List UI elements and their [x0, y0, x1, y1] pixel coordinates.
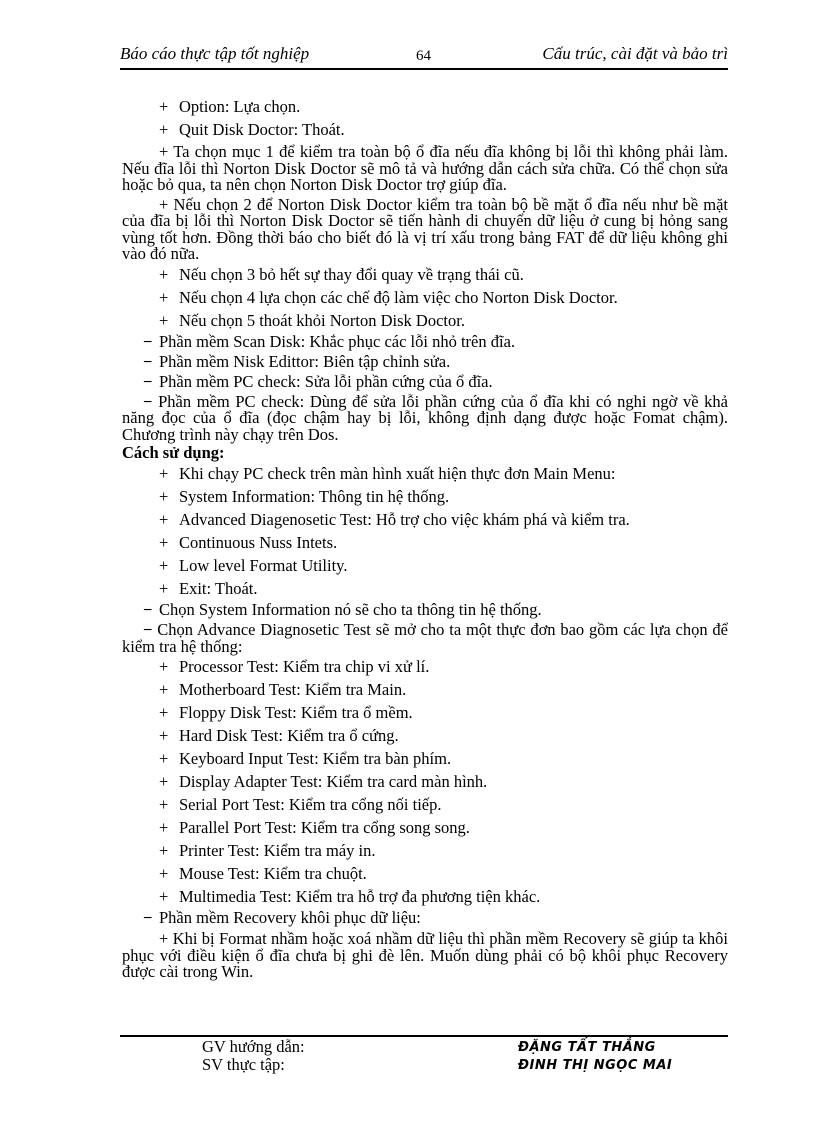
dash-bullet-icon: −: [143, 600, 153, 619]
list-item: − Phần mềm Scan Disk: Khắc phục các lỗi nhỏ trên đĩa.: [122, 332, 728, 352]
dash-bullet-icon: −: [143, 908, 153, 927]
list-item: − Phần mềm PC check: Sửa lỗi phần cứng của ổ đĩa.: [122, 372, 728, 392]
page-number: 64: [416, 48, 431, 64]
plus-bullet-icon: +: [159, 142, 169, 161]
list-item: + Continuous Nuss Intets.: [122, 531, 728, 554]
list-item: + Parallel Port Test: Kiểm tra cổng song song.: [122, 816, 728, 839]
student-label: SV thực tập:: [202, 1055, 285, 1074]
plus-bullet-icon: +: [159, 841, 169, 860]
dash-bullet-icon: −: [143, 391, 153, 411]
plus-bullet-icon: +: [159, 818, 169, 837]
list-item: + Exit: Thoát.: [122, 577, 728, 600]
plus-bullet-icon: +: [159, 703, 169, 722]
list-item: + Advanced Diagenosetic Test: Hỗ trợ cho việc khám phá và kiểm tra.: [122, 508, 728, 531]
list-item: + Low level Format Utility.: [122, 554, 728, 577]
list-item: + Nếu chọn 4 lựa chọn các chế độ làm việc cho Norton Disk Doctor.: [122, 286, 728, 309]
plus-bullet-icon: +: [159, 264, 169, 284]
header-chapter-title: Cấu trúc, cài đặt và bảo trì: [542, 44, 728, 63]
list-item: + Multimedia Test: Kiểm tra hỗ trợ đa phương tiện khác.: [122, 885, 728, 908]
plus-bullet-icon: +: [159, 749, 169, 768]
list-item: + Serial Port Test: Kiểm tra cổng nối tiếp.: [122, 793, 728, 816]
list-item: + System Information: Thông tin hệ thống.: [122, 485, 728, 508]
dash-bullet-icon: −: [143, 331, 153, 351]
page-body: [122, 95, 728, 981]
list-item: + Keyboard Input Test: Kiểm tra bàn phím.: [122, 747, 728, 770]
paragraph: − Phần mềm PC check: Dùng để sửa lỗi phần cứng của ổ đĩa khi có nghi ngờ về khả năng đọc của ổ đĩa (đọc chậm hay bị lỗi, không định dạng được hoặc Fomat chậm). Chương trình này chạy trên Dos.: [122, 391, 729, 444]
list-item: + Nếu chọn 5 thoát khỏi Norton Disk Doctor.: [122, 309, 728, 332]
dash-bullet-icon: −: [143, 371, 153, 391]
plus-bullet-icon: +: [159, 194, 169, 214]
list-item: − Phần mềm Nisk Edittor: Biên tập chỉnh sửa.: [122, 352, 728, 372]
advisor-label: GV hướng dẫn:: [202, 1037, 305, 1056]
advisor-name: ĐẶNG TẤT THẮNG: [518, 1040, 656, 1055]
list-item: + Mouse Test: Kiểm tra chuột.: [122, 862, 728, 885]
plus-bullet-icon: +: [159, 864, 169, 883]
plus-bullet-icon: +: [159, 680, 169, 699]
list-item: + Quit Disk Doctor: Thoát.: [122, 118, 728, 141]
plus-bullet-icon: +: [159, 510, 169, 529]
list-item: − Chọn System Information nó sẽ cho ta thông tin hệ thống.: [122, 600, 728, 620]
plus-bullet-icon: +: [159, 464, 169, 483]
dash-bullet-icon: −: [143, 351, 153, 371]
paragraph: + Khi bị Format nhầm hoặc xoá nhầm dữ liệu thì phần mềm Recovery sẽ giúp ta khôi phục với điều kiện ổ đĩa chưa bị ghi đè lên. Muốn dùng phải có bộ khôi phục Recovery được cài trong Win.: [122, 929, 729, 981]
plus-bullet-icon: +: [159, 120, 169, 139]
plus-bullet-icon: +: [159, 556, 169, 575]
student-name: ĐINH THỊ NGỌC MAI: [518, 1058, 673, 1073]
section-heading: Cách sử dụng:: [122, 443, 225, 462]
plus-bullet-icon: +: [159, 726, 169, 745]
plus-bullet-icon: +: [159, 887, 169, 906]
paragraph: + Ta chọn mục 1 để kiểm tra toàn bộ ổ đĩa nếu đĩa không bị lỗi thì không phải làm. Nếu đĩa lỗi thì Norton Disk Doctor sẽ mô tả và hướng dẫn cách sửa chữa. Có thể chọn sửa hoặc bỏ qua, ta nên chọn Norton Disk Doctor trợ giúp đĩa.: [122, 142, 728, 194]
dash-bullet-icon: −: [143, 620, 153, 639]
list-item: + Processor Test: Kiểm tra chip vi xử lí.: [122, 655, 728, 678]
paragraph: + Nếu chọn 2 để Norton Disk Doctor kiểm tra toàn bộ bề mặt ổ đĩa nếu như bề mặt của đĩa bị lỗi thì Norton Disk Doctor sẽ tiến hành di chuyển dữ liệu ở cung bị hỏng sang vùng tốt hơn. Đồng thời báo cho biết đó là vị trí xấu trong bảng FAT để dữ liệu không ghi vào đó nữa.: [122, 194, 729, 263]
list-item: + Khi chạy PC check trên màn hình xuất hiện thực đơn Main Menu:: [122, 462, 728, 485]
list-item: + Nếu chọn 3 bỏ hết sự thay đổi quay về trạng thái cũ.: [122, 263, 728, 286]
header-report-title: Báo cáo thực tập tốt nghiệp: [120, 44, 310, 63]
list-item: − Phần mềm Recovery khôi phục dữ liệu:: [122, 908, 728, 928]
list-item: + Printer Test: Kiểm tra máy in.: [122, 839, 728, 862]
list-item: + Hard Disk Test: Kiểm tra ổ cứng.: [122, 724, 728, 747]
plus-bullet-icon: +: [159, 487, 169, 506]
plus-bullet-icon: +: [159, 310, 169, 330]
plus-bullet-icon: +: [159, 657, 169, 676]
paragraph: − Chọn Advance Diagnosetic Test sẽ mở cho ta một thực đơn bao gồm các lựa chọn để kiểm tra hệ thống:: [122, 620, 729, 656]
plus-bullet-icon: +: [159, 287, 169, 307]
list-item: + Display Adapter Test: Kiểm tra card màn hình.: [122, 770, 728, 793]
plus-bullet-icon: +: [159, 795, 169, 814]
plus-bullet-icon: +: [159, 579, 169, 598]
list-item: + Option: Lựa chọn.: [122, 95, 728, 118]
plus-bullet-icon: +: [159, 929, 169, 948]
list-item: + Motherboard Test: Kiểm tra Main.: [122, 678, 728, 701]
plus-bullet-icon: +: [159, 533, 169, 552]
plus-bullet-icon: +: [159, 97, 169, 116]
list-item: + Floppy Disk Test: Kiểm tra ổ mềm.: [122, 701, 728, 724]
page-header: [120, 42, 728, 70]
plus-bullet-icon: +: [159, 772, 169, 791]
